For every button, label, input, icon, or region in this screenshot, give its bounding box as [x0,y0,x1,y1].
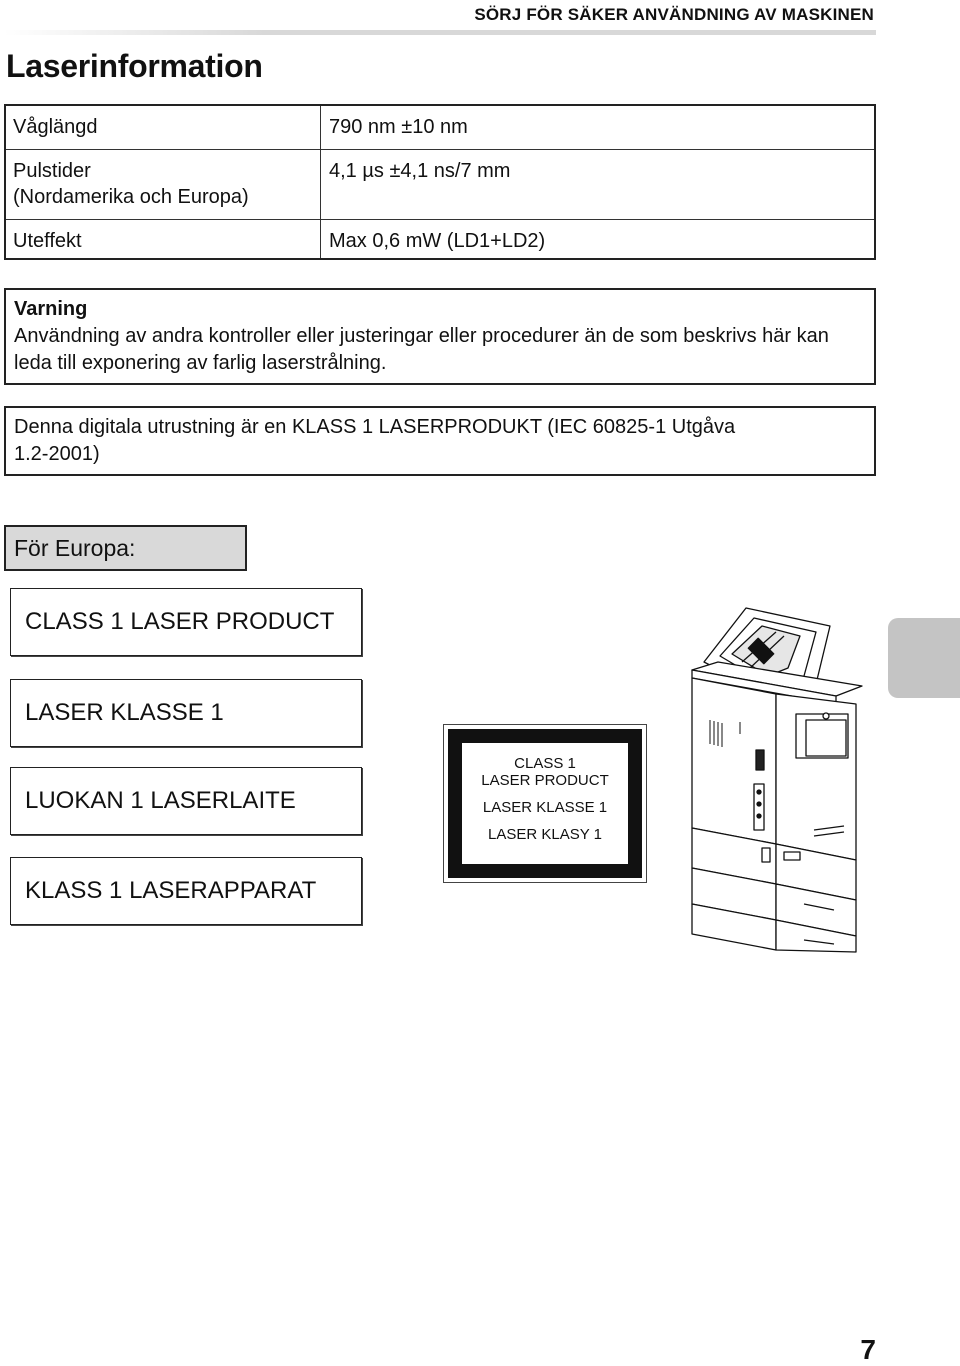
copier-machine-illustration [684,604,864,954]
spec-label-pulse-times [13,158,249,210]
spec-value-wavelength: 790 nm ±10 nm [329,116,468,138]
spec-value-output-power: Max 0,6 mW (LD1+LD2) [329,230,546,252]
warning-title: Varning [14,298,88,320]
page-title: Laserinformation [6,48,263,84]
sticker-frame [448,729,642,878]
spec-label-text: Pulstider [13,160,91,182]
sticker-line: LASER KLASY 1 [488,826,602,843]
classification-box [4,406,876,476]
classification-text: Denna digitala utrustning är en KLASS 1 LASERPRODUKT (IEC 60825-1 Utgåva [14,416,736,438]
page-number: 7 [860,1334,876,1365]
laser-label-finnish: LUOKAN 1 LASERLAITE [10,767,362,835]
classification-text: 1.2-2001) [14,443,100,465]
europe-heading: För Europa: [4,525,247,571]
spec-label-text: Uteffekt [13,230,82,252]
table-row [6,220,874,260]
warning-text: leda till exponering av farlig laserstrålning. [14,352,387,374]
laser-label-swedish: KLASS 1 LASERAPPARAT [10,857,362,925]
spec-value-pulse-times: 4,1 µs ±4,1 ns/7 mm [329,160,511,182]
warning-text: Användning av andra kontroller eller justeringar eller procedurer än de som beskrivs här kan [14,325,829,347]
laser-label-english: CLASS 1 LASER PRODUCT [10,588,362,656]
sticker-line: CLASS 1 [514,755,576,772]
sticker-line: LASER KLASSE 1 [482,799,608,816]
table-row [6,106,874,150]
chapter-tab [888,618,960,698]
header-rule [4,30,876,35]
sticker-line: LASER PRODUCT [481,772,609,789]
laser-warning-sticker [443,724,647,883]
table-row [6,150,874,220]
laser-label-german: LASER KLASSE 1 [10,679,362,747]
spec-label-text: Våglängd [13,116,98,138]
warning-box [4,288,876,385]
section-title: SÖRJ FÖR SÄKER ANVÄNDNING AV MASKINEN [474,5,874,24]
laser-spec-table [4,104,876,260]
spec-label-text: (Nordamerika och Europa) [13,186,249,208]
spec-label-output-power [13,228,82,254]
spec-label-wavelength [13,114,98,140]
